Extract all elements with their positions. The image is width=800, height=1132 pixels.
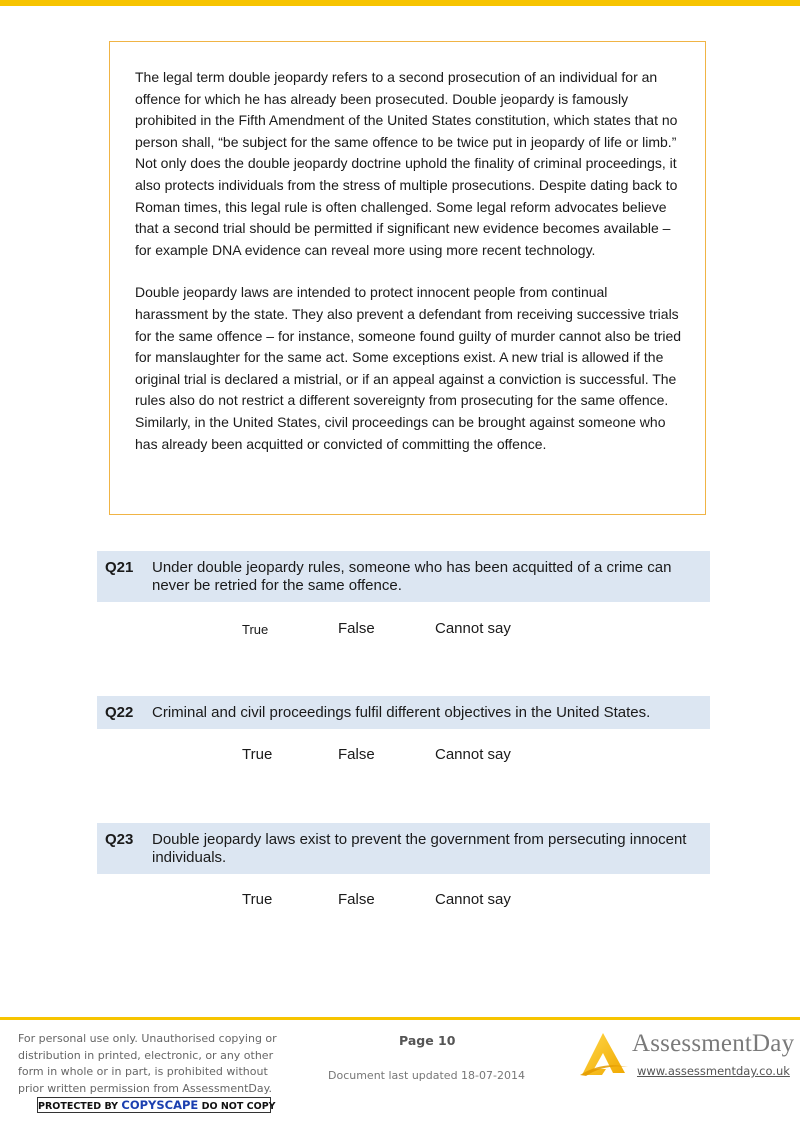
copyscape-badge[interactable]	[37, 1097, 276, 1113]
copyscape-suffix: DO NOT COPY	[198, 1101, 276, 1112]
brand-url-link[interactable]: www.assessmentday.co.uk	[637, 1064, 790, 1078]
question-q21	[97, 551, 710, 602]
copyright-notice: For personal use only. Unauthorised copying or distribution in printed, electronic, or any other form in whole or in part, is prohibited without prior written permission from AssessmentDay.	[18, 1032, 277, 1095]
option-cannot-say[interactable]: Cannot say	[435, 891, 511, 908]
question-number: Q23	[105, 831, 134, 848]
option-true[interactable]: True	[242, 622, 269, 637]
passage-paragraph-1: The legal term double jeopardy refers to a second prosecution of an individual for an offence for which he has already been prosecuted. Double jeopardy is famously prohibited in the Fifth Amendment of the United States constitution, which states that no person shall, “be subject for the same offence to be twice put in jeopardy of life or limb.” Not only does the double jeopardy doctrine uphold the finality of criminal proceedings, it also protects individuals from the stress of multiple prosecutions. Despite dating back to Roman times, this legal rule is often challenged. Some legal reform advocates believe that a second trial should be permitted if significant new evidence becomes available – for example DNA evidence can reveal more using more recent technology.	[135, 69, 678, 258]
footer-accent-bar	[0, 1017, 800, 1020]
copyscape-brand: COPYSCAPE	[121, 1098, 199, 1112]
option-cannot-say[interactable]: Cannot say	[435, 746, 511, 763]
question-text: Double jeopardy laws exist to prevent the government from persecuting innocent individuals.	[152, 831, 687, 866]
question-q22	[97, 696, 710, 729]
option-false[interactable]: False	[338, 891, 375, 908]
option-false[interactable]: False	[338, 746, 375, 763]
answer-options-q21	[0, 620, 800, 640]
option-cannot-say[interactable]: Cannot say	[435, 620, 511, 637]
option-false[interactable]: False	[338, 620, 375, 637]
option-true[interactable]: True	[242, 746, 273, 763]
copyscape-prefix: PROTECTED BY	[38, 1101, 122, 1112]
question-text: Under double jeopardy rules, someone who has been acquitted of a crime can never be retried for the same offence.	[152, 559, 672, 594]
question-text: Criminal and civil proceedings fulfil different objectives in the United States.	[152, 704, 651, 721]
question-number: Q21	[105, 559, 134, 576]
last-updated: Document last updated 18-07-2014	[328, 1069, 525, 1082]
answer-options-q22	[0, 746, 800, 766]
passage-paragraph-2: Double jeopardy laws are intended to protect innocent people from continual harassment by the state. They also prevent a defendant from receiving successive trials for the same offence – for instance, someone found guilty of murder cannot also be tried for manslaughter for the same act. Some exceptions exist. A new trial is allowed if the original trial is declared a mistrial, or if an appeal against a conviction is successful. The rules also do not restrict a different sovereignty from prosecuting for the same offence. Similarly, in the United States, civil proceedings can be brought against someone who has already been acquitted or convicted of committing the offence.	[135, 284, 682, 452]
question-number: Q22	[105, 704, 134, 721]
brand-name: AssessmentDay	[632, 1030, 795, 1057]
page-number: Page 10	[399, 1033, 456, 1048]
option-true[interactable]: True	[242, 891, 273, 908]
reading-passage	[109, 41, 706, 515]
assessmentday-logo-icon	[578, 1031, 630, 1077]
answer-options-q23	[0, 891, 800, 911]
top-accent-bar	[0, 0, 800, 6]
question-q23	[97, 823, 710, 874]
